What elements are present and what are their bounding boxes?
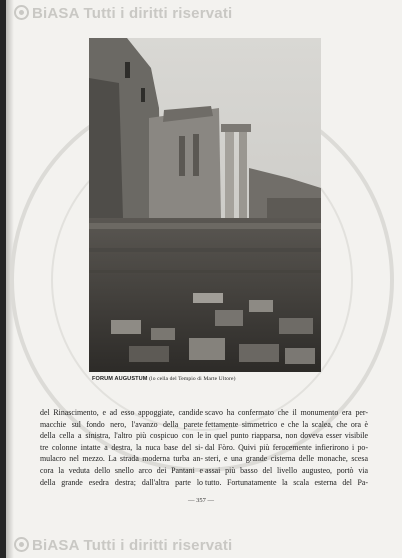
text-line: tutto. Fortunatamente la scala esterna del Pa- bbox=[205, 477, 368, 487]
text-line: della grande esedra destra; dall'altra parte lo bbox=[40, 477, 203, 487]
text-line: della cella a sinistra, l'altro più cospicuo con le bbox=[40, 431, 203, 441]
text-line: fettamente simmetrico e che la scalea, che ora è bbox=[205, 419, 368, 429]
biasa-logo-icon bbox=[14, 537, 29, 552]
watermark-top: BiASA Tutti i diritti riservati bbox=[14, 5, 232, 22]
text-column-right bbox=[205, 407, 368, 488]
text-line: mulacro nel mezzo. La strada moderna turba an- bbox=[40, 454, 203, 464]
text-column-left bbox=[40, 407, 203, 488]
binding-shadow bbox=[6, 0, 14, 558]
watermark-bottom: BiASA Tutti i diritti riservati bbox=[14, 537, 232, 554]
page-number: — 357 — bbox=[188, 497, 214, 504]
text-line: in quel punto riapparsa, non doveva esser visibile bbox=[205, 431, 368, 441]
text-line: scavo ha confermato che il monumento era per- bbox=[205, 408, 368, 417]
text-line: steri, e una grande cisterna delle monache, scesa bbox=[205, 454, 368, 464]
text-line: tre colonne intatte a destra, la nuca base del si- bbox=[40, 442, 203, 452]
photo-illustration bbox=[89, 38, 321, 372]
text-line: del Rinascimento, e ad esso appoggiate, candide bbox=[40, 408, 203, 417]
biasa-logo-icon bbox=[14, 5, 29, 20]
text-line: assai più basso del livello augusteo, portò via bbox=[205, 465, 368, 475]
caption-title: FORUM AUGUSTUM bbox=[92, 376, 148, 382]
photo-caption bbox=[92, 376, 332, 382]
text-line: cora la veduta dello snello arco dei Pantani e bbox=[40, 465, 203, 475]
forum-photograph bbox=[89, 38, 321, 372]
text-line: dal Fòro. Quivi più ferocemente infierirono i po- bbox=[205, 442, 368, 452]
text-line: macchie sul fondo nero, l'avanzo della parete bbox=[40, 419, 203, 429]
caption-detail: (lo cella del Tempio di Marte Ultore) bbox=[147, 376, 236, 382]
